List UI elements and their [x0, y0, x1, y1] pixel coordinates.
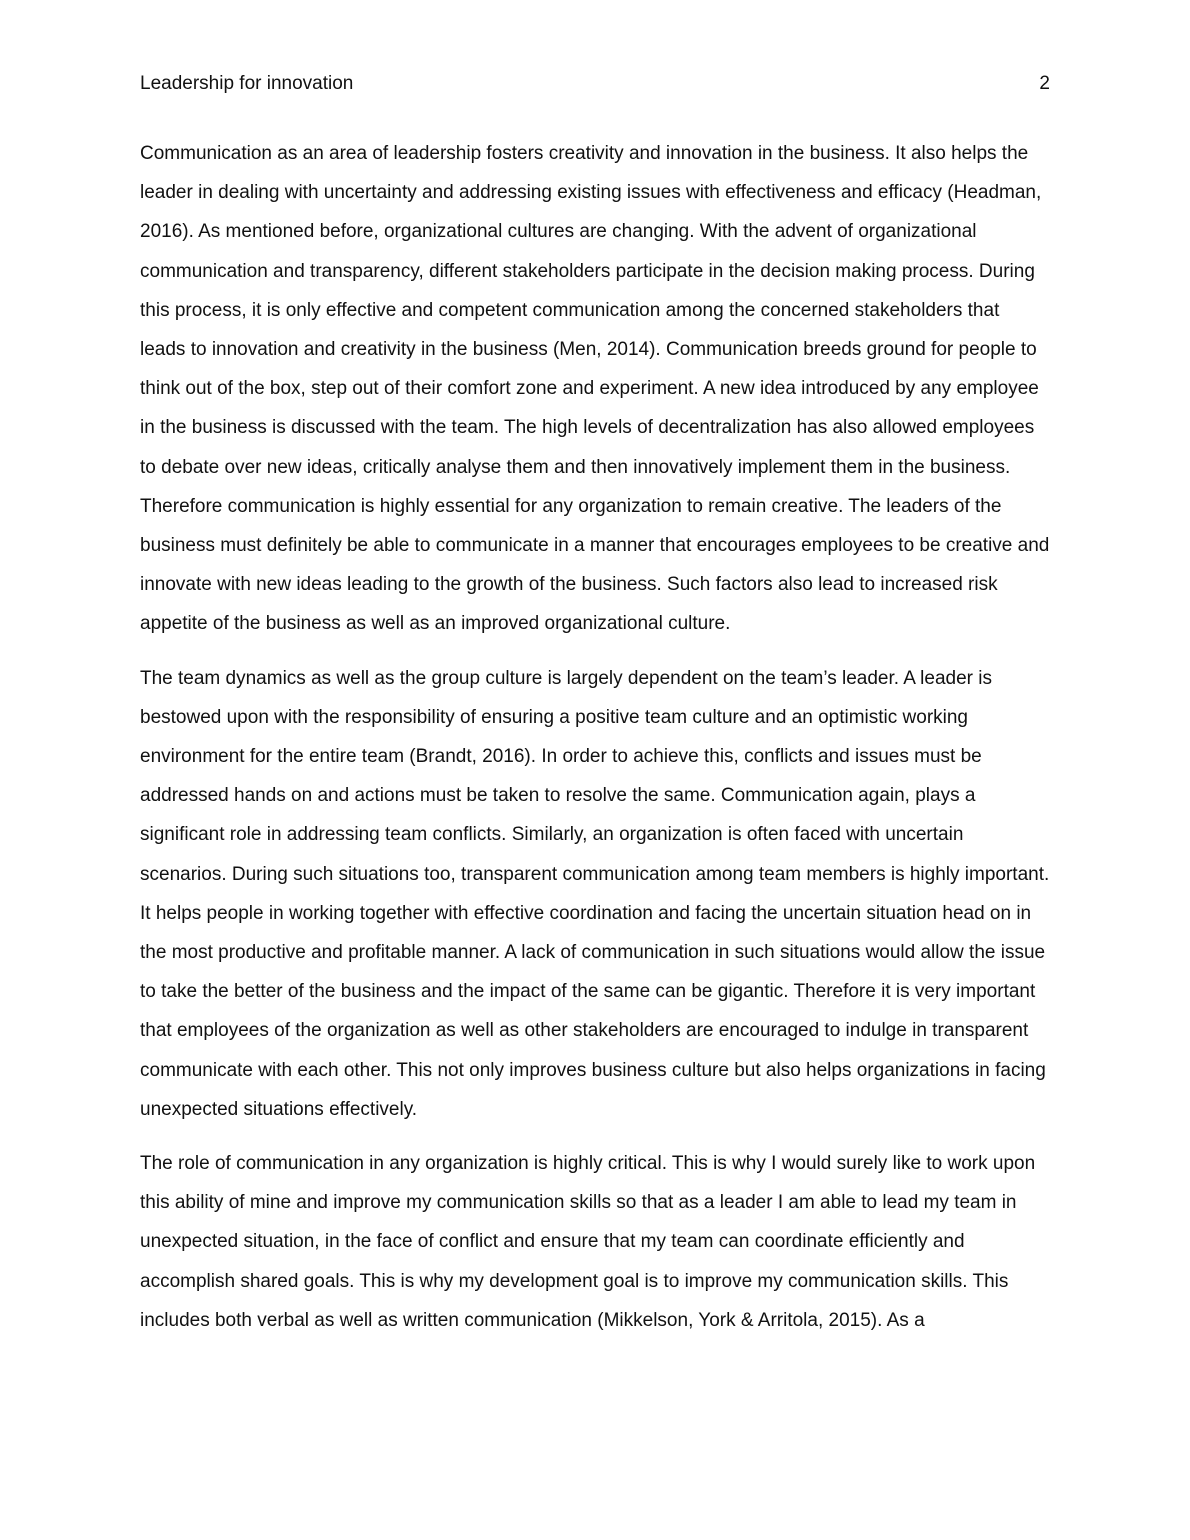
- page-number: 2: [1039, 73, 1050, 94]
- page-header: [140, 70, 1050, 98]
- body-text: [140, 134, 1050, 1355]
- paragraph-team-dynamics: The team dynamics as well as the group culture is largely dependent on the team’s leader. A leader is bestowed upon with the responsibility of ensuring a positive team culture and an optimistic working environment for the entire team (Brandt, 2016). In order to achieve this, conflicts and issues must be addressed hands on and actions must be taken to resolve the same. Communication again, plays a significant role in addressing team conflicts. Similarly, an organization is often faced with uncertain scenarios. During such situations too, transparent communication among team members is highly important. It helps people in working together with effective coordination and facing the uncertain situation head on in the most productive and profitable manner. A lack of communication in such situations would allow the issue to take the better of the business and the impact of the same can be gigantic. Therefore it is very important that employees of the organization as well as other stakeholders are encouraged to indulge in transparent communicate with each other. This not only improves business culture but also helps organizations in facing unexpected situations effectively.: [140, 667, 1050, 1120]
- paragraph-communication-innovation: Communication as an area of leadership fosters creativity and innovation in the business. It also helps the leader in dealing with uncertainty and addressing existing issues with effectiveness and efficacy (Headman, 2016). As mentioned before, organizational cultures are changing. With the advent of organizational communication and transparency, different stakeholders participate in the decision making process. During this process, it is only effective and competent communication among the concerned stakeholders that leads to innovation and creativity in the business (Men, 2014). Communication breeds ground for people to think out of the box, step out of their comfort zone and experiment. A new idea introduced by any employee in the business is discussed with the team. The high levels of decentralization has also allowed employees to debate over new ideas, critically analyse them and then innovatively implement them in the business. Therefore communication is highly essential for any organization to remain creative. The leaders of the business must definitely be able to communicate in a manner that encourages employees to be creative and innovate with new ideas leading to the growth of the business. Such factors also lead to increased risk appetite of the business as well as an improved organizational culture.: [140, 143, 1050, 635]
- paragraph-development-goal: The role of communication in any organization is highly critical. This is why I would surely like to work upon this ability of mine and improve my communication skills so that as a leader I am able to lead my team in unexpected situation, in the face of conflict and ensure that my team can coordinate efficiently and accomplish shared goals. This is why my development goal is to improve my communication skills. This includes both verbal as well as written communication (Mikkelson, York & Arritola, 2015). As a: [140, 1153, 1036, 1331]
- running-head: Leadership for innovation: [140, 73, 354, 94]
